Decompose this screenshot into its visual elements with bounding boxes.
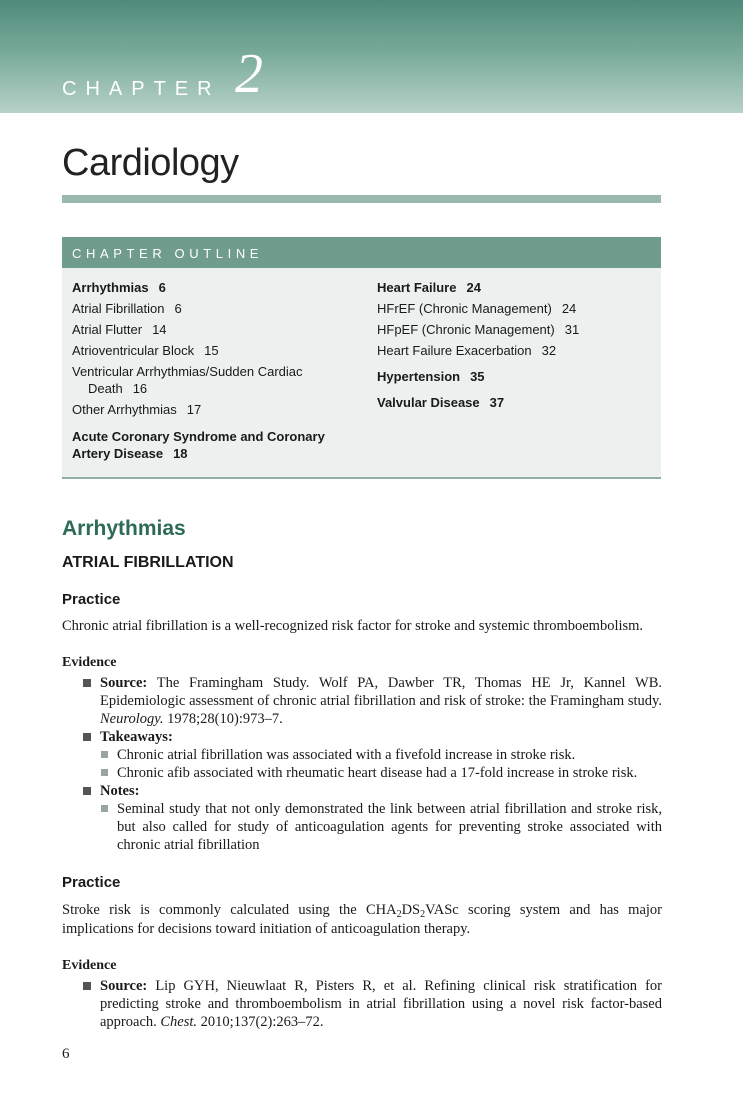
subsection-heading: ATRIAL FIBRILLATION [62,554,234,571]
chapter-outline-box [62,237,661,479]
outline-item: Atrial Flutter 14 [72,322,167,337]
evidence-list [62,674,662,854]
square-bullet-icon [83,787,91,795]
list-item: Notes: [62,782,662,800]
practice-heading: Practice [62,591,121,608]
outline-item: Heart Failure 24 [377,280,481,295]
outline-item: Acute Coronary Syndrome and Coronary Artery Disease 18 [72,429,325,461]
chapter-banner [0,0,743,113]
outline-item: Arrhythmias 6 [72,280,166,295]
practice-text: Chronic atrial fibrillation is a well-recognized risk factor for stroke and systemic thromboembolism. [62,618,644,634]
outline-left-column [72,279,342,462]
practice-text: Stroke risk is commonly calculated using the $CHA_2DS_2VASc$ scoring system and has major implications for decisions toward initiation of anticoagulation therapy. [62,902,662,937]
square-bullet-icon [83,679,91,687]
square-bullet-icon [101,769,108,776]
list-item: Takeaways: [62,728,662,746]
chapter-label: CHAPTER [62,78,221,100]
square-bullet-icon [83,733,91,741]
square-bullet-icon [101,805,108,812]
outline-heading: CHAPTER OUTLINE [62,237,661,268]
outline-item: HFpEF (Chronic Management) 31 [377,322,580,337]
outline-item: Heart Failure Exacerbation 32 [377,343,557,358]
section-heading: Arrhythmias [62,517,186,540]
list-item: Chronic afib associated with rheumatic heart disease had a 17-fold increase in stroke risk. [62,764,662,782]
chapter-title: Cardiology [62,142,239,184]
evidence-heading: Evidence [62,958,117,973]
chapter-number: 2 [235,43,263,105]
practice-heading: Practice [62,874,121,891]
list-item: Seminal study that not only demonstrated the link between atrial fibrillation and stroke risk, but also called for study of anticoagulation agents for preventing stroke associated with chronic atrial fibrillation [62,800,662,854]
outline-right-column [377,279,647,411]
list-item: Source: The Framingham Study. Wolf PA, Dawber TR, Thomas HE Jr, Kannel WB. Epidemiologic assessment of chronic atrial fibrillation and risk of stroke: the Framingham study. Neurology. 1978;28(10):973–7. [62,674,662,728]
outline-item: Ventricular Arrhythmias/Sudden Cardiac Death 16 [72,364,303,396]
list-item: Chronic atrial fibrillation was associated with a fivefold increase in stroke risk. [62,746,662,764]
square-bullet-icon [83,982,91,990]
title-rule [62,195,661,203]
outline-item: Other Arrhythmias 17 [72,402,202,417]
outline-item: HFrEF (Chronic Management) 24 [377,301,577,316]
outline-item: Valvular Disease 37 [377,395,505,410]
list-item: Source: Lip GYH, Nieuwlaat R, Pisters R, et al. Refining clinical risk stratification for predicting stroke and thromboembolism in atrial fibrillation using a novel risk factor-based approach. Chest. 2010;137(2):263–72. [62,977,662,1031]
outline-item: Hypertension 35 [377,369,485,384]
outline-item: Atrioventricular Block 15 [72,343,219,358]
evidence-heading: Evidence [62,655,117,670]
evidence-list [62,977,662,1031]
outline-item: Atrial Fibrillation 6 [72,301,182,316]
square-bullet-icon [101,751,108,758]
page-number: 6 [62,1046,70,1062]
